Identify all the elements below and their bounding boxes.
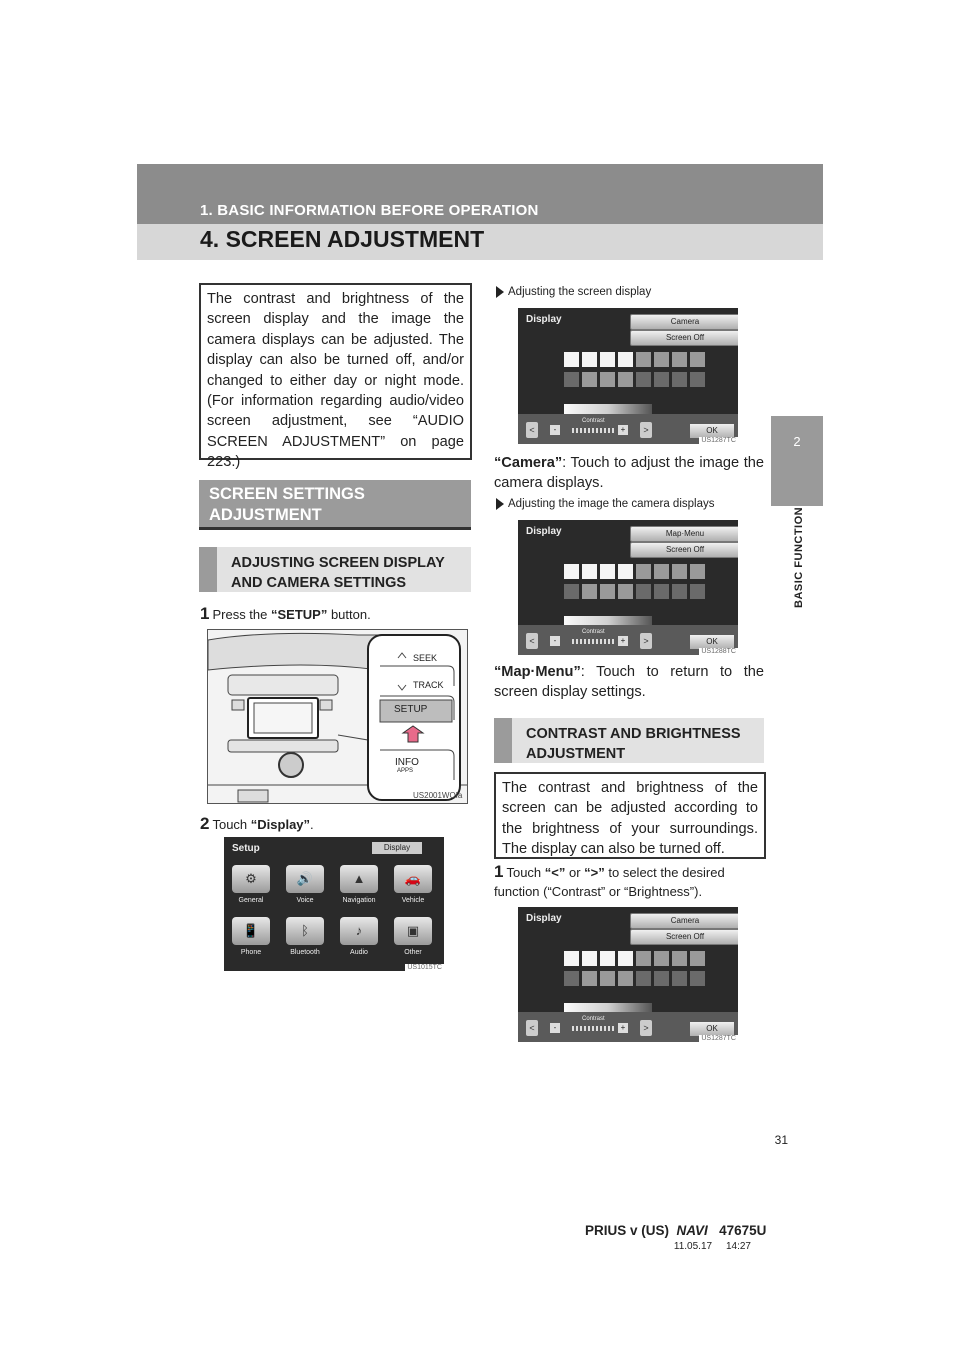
- image-code: US1287TC: [701, 1035, 736, 1042]
- screen-off-button[interactable]: Screen Off: [630, 542, 738, 558]
- map-menu-button[interactable]: Map·Menu: [630, 526, 738, 542]
- tile-label: Navigation: [342, 897, 376, 904]
- contrast-label: Contrast: [582, 1016, 605, 1022]
- image-code: US1015TC: [407, 964, 442, 971]
- info-button[interactable]: INFO: [395, 757, 419, 768]
- other-tile[interactable]: [394, 917, 432, 945]
- triangle-bullet-icon: [496, 286, 504, 298]
- image-code: US1288TC: [701, 648, 736, 655]
- vehicle-tile[interactable]: [394, 865, 432, 893]
- image-code: US1287TC: [701, 437, 736, 444]
- right-arrow-button[interactable]: >: [640, 1020, 652, 1036]
- print-date: 11.05.17 14:27: [673, 1241, 751, 1252]
- audio-tile[interactable]: [340, 917, 378, 945]
- general-tile[interactable]: [232, 865, 270, 893]
- camera-button[interactable]: Camera: [630, 314, 738, 330]
- intro-box: [199, 283, 472, 471]
- minus-button[interactable]: -: [550, 425, 560, 435]
- plus-button[interactable]: +: [618, 425, 628, 435]
- contrast-label: Contrast: [582, 418, 605, 424]
- bluetooth-tile[interactable]: [286, 917, 324, 945]
- left-arrow-button[interactable]: <: [526, 1020, 538, 1036]
- contrast-slider[interactable]: [572, 639, 614, 644]
- other-icon: ▣: [406, 923, 420, 938]
- subsection-heading: [199, 547, 471, 592]
- tile-label: Voice: [296, 897, 314, 904]
- right-arrow-button[interactable]: >: [640, 422, 652, 438]
- screen-off-button[interactable]: Screen Off: [630, 330, 738, 346]
- camera-description: “Camera”: Touch to adjust the image the camera displays.: [494, 455, 764, 492]
- chapter-label: BASIC FUNCTION: [793, 506, 805, 608]
- section-title: 1. BASIC INFORMATION BEFORE OPERATION: [200, 202, 539, 219]
- tile-label: Other: [404, 949, 422, 956]
- ok-button[interactable]: OK: [690, 635, 734, 649]
- contrast-slider[interactable]: [572, 428, 614, 433]
- left-arrow-button[interactable]: <: [526, 422, 538, 438]
- caption-2: Adjusting the image the camera displays: [496, 498, 714, 510]
- plus-button[interactable]: +: [618, 1023, 628, 1033]
- bluetooth-icon: ᛒ: [301, 923, 309, 938]
- voice-tile[interactable]: [286, 865, 324, 893]
- step-1-right: 1 Touch “<” or “>” to select the desired function (“Contrast” or “Brightness”).: [494, 862, 725, 899]
- display-screen-1: [518, 308, 738, 444]
- subsection-heading-2: [494, 718, 764, 763]
- setup-screen: [224, 837, 444, 971]
- intro-text: The contrast and brightness of the screen display and the image the camera displays can be adjusted. The display can also be turned off, and/or changed to either day or night mode. (For information regarding audio/video screen adjustment, see “AUDIO SCREEN ADJUSTMENT” on page 223.): [207, 291, 464, 471]
- tile-label: Phone: [240, 949, 262, 956]
- display-screen-3: [518, 907, 738, 1042]
- ok-button[interactable]: OK: [690, 424, 734, 438]
- dashboard-illustration: [207, 629, 468, 804]
- plus-button[interactable]: +: [618, 636, 628, 646]
- navigation-tile[interactable]: [340, 865, 378, 893]
- map-menu-description: “Map·Menu”: Touch to return to the screen display settings.: [494, 664, 764, 701]
- general-icon: ⚙: [245, 871, 257, 886]
- tile-label: Audio: [350, 949, 368, 956]
- setup-title: Setup: [232, 843, 260, 854]
- section-heading-text: SCREEN SETTINGS ADJUSTMENT: [209, 485, 365, 524]
- display-button[interactable]: Display: [372, 842, 422, 854]
- display-title: Display: [526, 526, 562, 537]
- car-icon: 🚗: [404, 871, 422, 886]
- left-arrow-button[interactable]: <: [526, 633, 538, 649]
- display-screen-2: [518, 520, 738, 655]
- minus-button[interactable]: -: [550, 636, 560, 646]
- track-button[interactable]: TRACK: [413, 680, 444, 690]
- seek-button[interactable]: SEEK: [413, 653, 438, 663]
- phone-icon: 📱: [242, 923, 260, 938]
- model-line: PRIUS v (US) NAVI 47675U: [585, 1223, 767, 1238]
- display-title: Display: [526, 314, 562, 325]
- step-1: 1 Press the “SETUP” button.: [200, 604, 371, 623]
- navigation-icon: ▲: [352, 871, 366, 886]
- section-heading: [199, 480, 471, 527]
- subsection-heading-text: CONTRAST AND BRIGHTNESS ADJUSTMENT: [526, 726, 741, 762]
- minus-button[interactable]: -: [550, 1023, 560, 1033]
- page-number: 31: [774, 1133, 788, 1147]
- right-arrow-button[interactable]: >: [640, 633, 652, 649]
- triangle-bullet-icon: [496, 498, 504, 510]
- caption-1: Adjusting the screen display: [496, 286, 651, 298]
- contrast-slider[interactable]: [572, 1026, 614, 1031]
- contrast-label: Contrast: [582, 629, 605, 635]
- image-code: US2001WOIa: [413, 791, 463, 800]
- camera-button[interactable]: Camera: [630, 913, 738, 929]
- step-2: 2 Touch “Display”.: [200, 814, 314, 833]
- chapter-number: 2: [793, 434, 801, 449]
- tile-label: Vehicle: [401, 897, 425, 904]
- subsection-heading-text: ADJUSTING SCREEN DISPLAY AND CAMERA SETTINGS: [231, 555, 445, 591]
- phone-tile[interactable]: [232, 917, 270, 945]
- ok-button[interactable]: OK: [690, 1022, 734, 1036]
- section-rule: [199, 527, 471, 530]
- chapter-tab: [771, 416, 823, 506]
- tile-label: General: [238, 897, 264, 904]
- setup-button[interactable]: SETUP: [394, 704, 428, 715]
- tile-label: Bluetooth: [290, 949, 320, 956]
- music-icon: ♪: [355, 923, 363, 938]
- apps-label: APPS: [397, 768, 414, 774]
- page-title: 4. SCREEN ADJUSTMENT: [200, 226, 485, 252]
- screen-off-button[interactable]: Screen Off: [630, 929, 738, 945]
- contrast-info-text: The contrast and brightness of the screen can be adjusted according to the brightness of your surroundings. The display can also be turned off.: [502, 780, 758, 858]
- speaker-icon: 🔊: [296, 871, 314, 886]
- contrast-info-box: [494, 772, 766, 859]
- display-title: Display: [526, 913, 562, 924]
